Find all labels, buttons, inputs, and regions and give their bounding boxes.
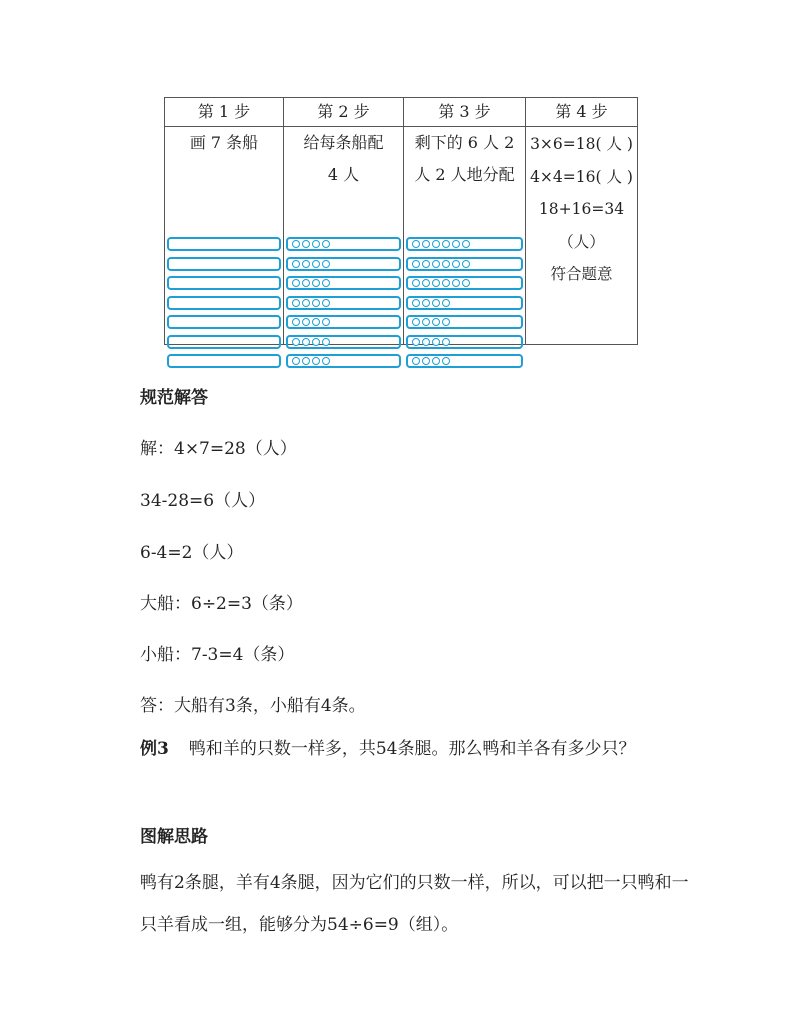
person-dot [292, 338, 300, 346]
person-dot [292, 318, 300, 326]
boat [167, 257, 281, 271]
header-step-1: 第 1 步 [165, 98, 284, 127]
person-dot [452, 260, 460, 268]
person-dot [312, 318, 320, 326]
boat [406, 257, 523, 271]
person-dot [412, 299, 420, 307]
thinking-heading: 图解思路 [140, 827, 208, 847]
person-dot [442, 240, 450, 248]
person-dot [422, 357, 430, 365]
solution-line: 小船：7-3=4（条） [140, 645, 295, 665]
boat [406, 354, 523, 368]
person-dot [432, 318, 440, 326]
person-dot [302, 318, 310, 326]
boat [406, 237, 523, 251]
person-dot [442, 318, 450, 326]
person-dot [312, 240, 320, 248]
person-dot [432, 279, 440, 287]
person-dot [442, 357, 450, 365]
person-dot [322, 240, 330, 248]
person-dot [422, 299, 430, 307]
person-dot [322, 318, 330, 326]
boat [167, 296, 281, 310]
boat [286, 276, 401, 290]
person-dot [322, 279, 330, 287]
person-dot [412, 279, 420, 287]
person-dot [302, 260, 310, 268]
person-dot [292, 299, 300, 307]
step-2-desc [284, 127, 403, 191]
person-dot [422, 240, 430, 248]
person-dot [412, 338, 420, 346]
boat [286, 335, 401, 349]
person-dot [412, 357, 420, 365]
person-dot [442, 299, 450, 307]
boat [286, 354, 401, 368]
person-dot [462, 240, 470, 248]
step-4-desc-line: 3×6=18( 人 ) [530, 135, 633, 153]
person-dot [312, 357, 320, 365]
boat [286, 257, 401, 271]
person-dot [422, 338, 430, 346]
step-3-desc-line: 剩下的 6 人 2 [414, 133, 515, 152]
person-dot [292, 279, 300, 287]
person-dot [302, 357, 310, 365]
person-dot [462, 279, 470, 287]
person-dot [302, 338, 310, 346]
step-3-desc [404, 127, 525, 191]
step-2-boats [286, 237, 401, 374]
person-dot [432, 299, 440, 307]
person-dot [412, 240, 420, 248]
step-2-desc-line: 4 人 [327, 165, 360, 184]
person-dot [312, 260, 320, 268]
person-dot [442, 338, 450, 346]
step-4-desc-line: 符合题意 [550, 265, 613, 283]
header-step-4: 第 4 步 [526, 98, 637, 127]
header-step-2: 第 2 步 [284, 98, 404, 127]
boat [406, 335, 523, 349]
person-dot [412, 318, 420, 326]
boat [406, 296, 523, 310]
person-dot [442, 260, 450, 268]
person-dot [432, 357, 440, 365]
step-4-desc-line: （人） [558, 232, 605, 251]
step-1-desc [165, 127, 283, 159]
step-1-boats [167, 237, 281, 374]
example-3-label: 例3 [140, 739, 169, 759]
person-dot [292, 260, 300, 268]
person-dot [432, 260, 440, 268]
step-3-boats [406, 237, 523, 374]
step-4-desc [526, 127, 637, 291]
boat [406, 315, 523, 329]
step-1-desc-line: 画 7 条船 [189, 133, 259, 152]
person-dot [422, 260, 430, 268]
step-4-desc-line: 18+16=34 [538, 200, 625, 218]
person-dot [292, 240, 300, 248]
person-dot [312, 279, 320, 287]
boat [167, 315, 281, 329]
person-dot [442, 279, 450, 287]
boat [286, 315, 401, 329]
person-dot [422, 279, 430, 287]
person-dot [292, 357, 300, 365]
solution-answer: 答：大船有3条，小船有4条。 [140, 696, 366, 716]
person-dot [452, 279, 460, 287]
step-3-cell [404, 127, 526, 344]
header-step-3: 第 3 步 [404, 98, 526, 127]
person-dot [422, 318, 430, 326]
boat [167, 276, 281, 290]
boat [167, 335, 281, 349]
person-dot [452, 240, 460, 248]
solution-line: 34-28=6（人） [140, 491, 266, 511]
boat [167, 354, 281, 368]
step-2-desc-line: 给每条船配 [303, 133, 384, 152]
example-3 [140, 728, 705, 770]
person-dot [322, 338, 330, 346]
solution-line: 6-4=2（人） [140, 543, 244, 563]
person-dot [302, 279, 310, 287]
person-dot [322, 299, 330, 307]
person-dot [312, 338, 320, 346]
step-3-desc-line: 人 2 人地分配 [414, 165, 515, 184]
person-dot [302, 240, 310, 248]
person-dot [432, 338, 440, 346]
example-3-text: 鸭和羊的只数一样多，共54条腿。那么鸭和羊各有多少只？ [188, 739, 636, 759]
person-dot [412, 260, 420, 268]
boat [167, 237, 281, 251]
solution-line: 解：4×7=28（人） [140, 439, 297, 459]
person-dot [312, 299, 320, 307]
steps-table [164, 97, 638, 345]
step-4-desc-line: 4×4=16( 人 ) [530, 167, 633, 186]
person-dot [462, 260, 470, 268]
person-dot [432, 240, 440, 248]
boat [286, 296, 401, 310]
thinking-text: 鸭有2条腿，羊有4条腿，因为它们的只数一样，所以，可以把一只鸭和一只羊看成一组，能够分为54÷6=9（组）。 [140, 873, 689, 935]
step-1-cell [165, 127, 284, 344]
boat [286, 237, 401, 251]
solution-line: 大船：6÷2=3（条） [140, 594, 303, 614]
step-4-cell [526, 127, 637, 344]
person-dot [322, 260, 330, 268]
step-2-cell [284, 127, 404, 344]
boat [406, 276, 523, 290]
solution-heading: 规范解答 [140, 388, 208, 408]
person-dot [302, 299, 310, 307]
person-dot [322, 357, 330, 365]
